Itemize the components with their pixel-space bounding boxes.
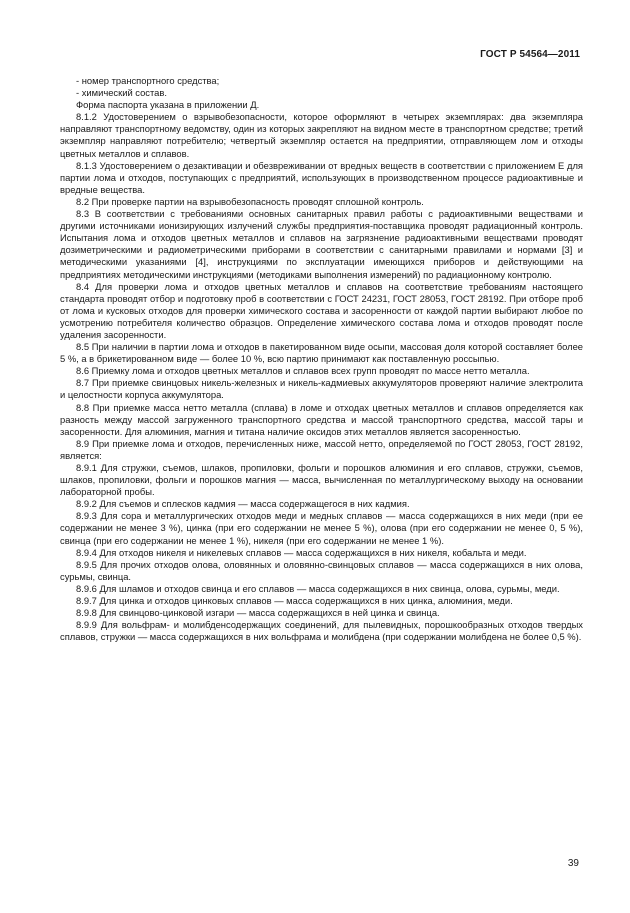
paragraph: 8.9.8 Для свинцово-цинковой изгари — масса содержащихся в ней цинка и свинца. <box>76 607 440 619</box>
paragraph: 8.4 Для проверки лома и отходов цветных металлов и сплавов на соответствие требованиям настоящего стандарта проводят отбор и подготовку проб в соответствии с ГОСТ 24231, ГОСТ 28053, ГОСТ 28192. При отборе проб от лома и кусковых отходов для проверки химического состава и засоренности от каждой партии выбирают любое по усмотрению потребителя количество образцов. Определение химического состава лома и отходов проводят после удаления засоренности. <box>60 280 583 340</box>
paragraph: 8.9.5 Для прочих отходов олова, оловянных и оловянно-свинцовых сплавов — масса содержащихся в них олова, сурьмы, свинца. <box>60 558 583 582</box>
paragraph: - химический состав. <box>76 87 167 99</box>
paragraph: 8.9.7 Для цинка и отходов цинковых сплавов — масса содержащихся в них цинка, алюминия, меди. <box>76 595 513 607</box>
paragraph: 8.5 При наличии в партии лома и отходов в пакетированном виде осыпи, массовая доля которой составляет более 5 %, а в брикетированном виде — более 10 %, всю партию принимают как поставленную россыпью. <box>60 341 583 365</box>
paragraph: 8.8 При приемке масса нетто металла (сплава) в ломе и отходах цветных металлов и сплавов определяется как разность между массой загруженного транспортного средства и массой транспортного средства, массой тары и засоренности. Для алюминия, магния и титана наличие оксидов этих металлов является засоренностью. <box>60 401 583 437</box>
paragraph: 8.9.6 Для шламов и отходов свинца и его сплавов — масса содержащихся в них свинца, олова, сурьмы, меди. <box>76 582 560 594</box>
paragraph: 8.9.2 Для съемов и сплесков кадмия — масса содержащегося в них кадмия. <box>76 498 410 510</box>
paragraph: - номер транспортного средства; <box>76 75 220 86</box>
paragraph: 8.9.1 Для стружки, съемов, шлаков, пропиловки, фольги и порошков алюминия и его сплавов, стружки, съемов, шлаков, пропиловки, фольги и порошков магния — масса, вычисленная по металлургическому выходу на основании лабораторной пробы. <box>60 462 583 498</box>
paragraph: Форма паспорта указана в приложении Д. <box>76 99 260 111</box>
page-number: 39 <box>567 858 579 869</box>
paragraph: 8.9.4 Для отходов никеля и никелевых сплавов — масса содержащихся в них никеля, кобальта и меди. <box>76 546 527 558</box>
paragraph: 8.2 При проверке партии на взрывобезопасность проводят сплошной контроль. <box>76 195 424 207</box>
document-body <box>60 75 583 643</box>
paragraph: 8.1.2 Удостоверением о взрывобезопасности, которое оформляют в четырех экземплярах: два экземпляра направляют транспортному ведомству, один из которых закрепляют на видном месте в транспортном средстве; третий экземпляр направляют потребителю; четвертый экземпляр остается на предприятии, отправляющем лом и отходы цветных металлов и сплавов. <box>60 111 583 159</box>
paragraph: 8.9.9 Для вольфрам- и молибденсодержащих соединений, для пылевидных, порошкообразных отходов твердых сплавов, стружки — масса содержащихся в них вольфрама и молибдена (при содержании молибдена не более 0,5 %). <box>60 619 583 643</box>
paragraph: 8.9 При приемке лома и отходов, перечисленных ниже, массой нетто, определяемой по ГОСТ 28053, ГОСТ 28192, является: <box>60 437 583 461</box>
paragraph: 8.9.3 Для сора и металлургических отходов меди и медных сплавов — масса содержащихся в них меди (при ее содержании не менее 3 %), цинка (при его содержании не менее 5 %), олова (при его содержании не менее 0, 5 %), свинца (при его содержании не менее 1 %), никеля (при его содержании не менее 1 %). <box>60 510 583 546</box>
paragraph: 8.1.3 Удостоверением о дезактивации и обезвреживании от вредных веществ в соответствии с приложением Е для партии лома и отходов, поступающих с предприятий, использующих в производственном процессе радиоактивные и вредные вещества. <box>60 159 583 195</box>
paragraph: 8.6 Приемку лома и отходов цветных металлов и сплавов всех групп проводят по массе нетто металла. <box>76 365 530 377</box>
paragraph: 8.3 В соответствии с требованиями основных санитарных правил работы с радиоактивными веществами и другими источниками ионизирующих излучений службы предприятия-поставщика проводят радиационный контроль. Испытания лома и отходов цветных металлов и сплавов на загрязнение радиоактивными веществами проводят дозиметрическими и радиометрическими приборами в соответствии с санитарными правилами и нормами [3] и методическими указаниями [4], инструкциями по эксплуатации имеющихся приборов и действующими на предприятиях методическими инструкциями (методиками выполнения измерений) по радиационному контролю. <box>60 208 583 280</box>
paragraph: 8.7 При приемке свинцовых никель-железных и никель-кадмиевых аккумуляторов проверяют наличие электролита и целостности корпуса аккумулятора. <box>60 377 583 401</box>
document-header: ГОСТ Р 54564—2011 <box>480 49 580 60</box>
